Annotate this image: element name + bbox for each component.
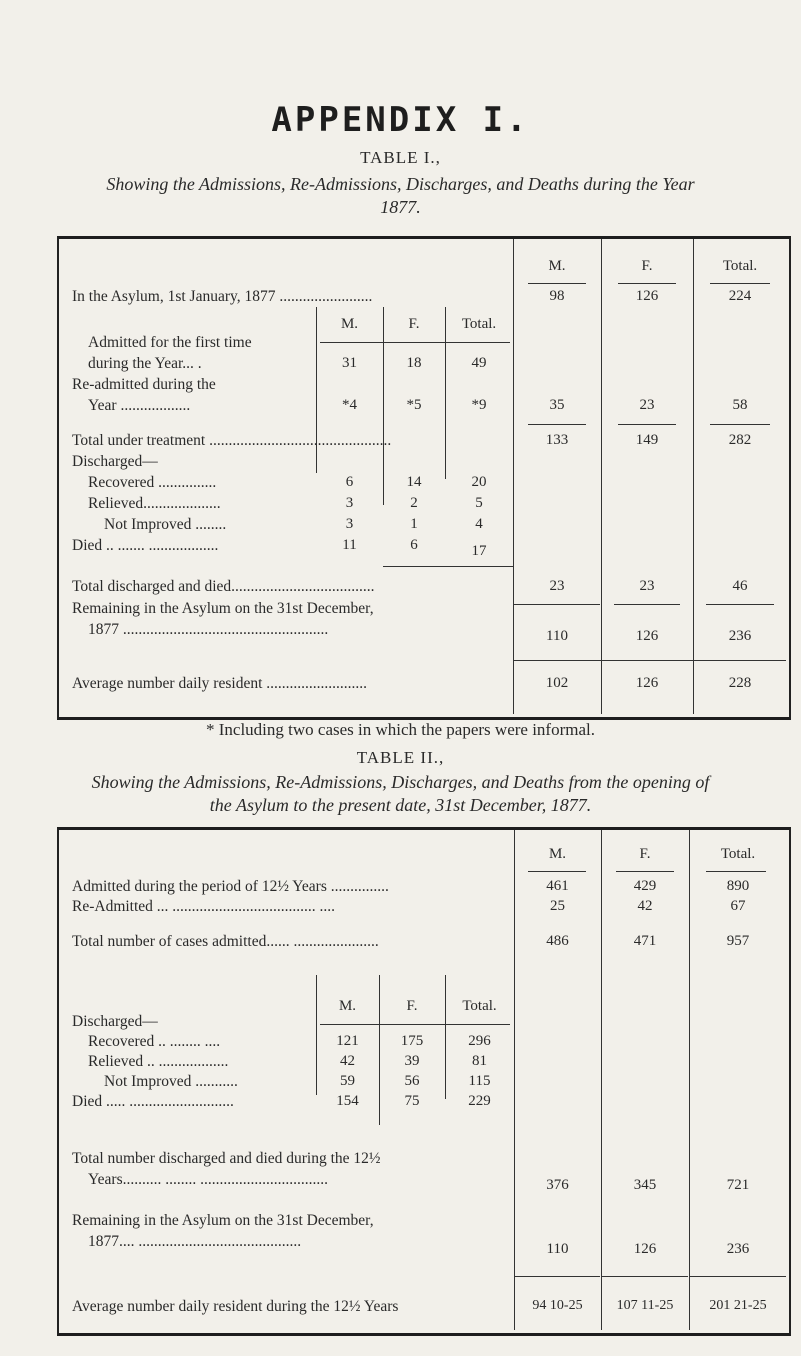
table2-cell: 429 xyxy=(633,878,657,894)
table1-row-label: Total under treatment ............................................... xyxy=(72,432,392,449)
table1-row-label: Died .. ....... .................. xyxy=(72,537,219,554)
table2-row-label: 1877.... .......................................... xyxy=(88,1233,302,1250)
table1-inner-cell: 6 xyxy=(410,537,418,553)
table1-header-rule xyxy=(710,283,770,284)
table2-inner-cell: 59 xyxy=(340,1073,355,1089)
table1-row-label: Year .................. xyxy=(88,397,191,414)
table2-cell: 110 xyxy=(546,1241,569,1257)
table2-inner-cell: 39 xyxy=(404,1053,420,1069)
table1-inner-cell: 17 xyxy=(471,543,487,559)
table1-rule xyxy=(706,604,774,605)
table2-inner-cell: 75 xyxy=(404,1093,420,1109)
table1-cell: 282 xyxy=(728,432,752,448)
table1-row-label: Total discharged and died..................................... xyxy=(72,578,375,595)
table1-cell: 35 xyxy=(549,397,565,413)
table2-row-label: Remaining in the Asylum on the 31st December, xyxy=(72,1212,374,1229)
table2-row-label: Years.......... ........ ................................. xyxy=(88,1171,328,1188)
table2-inner-cell: 56 xyxy=(404,1073,420,1089)
table2-rule xyxy=(690,1276,786,1277)
table2-cell: 721 xyxy=(726,1177,750,1193)
table2-cell: 107 11-25 xyxy=(616,1298,674,1313)
table2-inner-header-total: Total. xyxy=(462,998,497,1014)
table1-cell: 126 xyxy=(635,675,659,691)
table1-inner-cell: 3 xyxy=(345,516,354,532)
table1-cell: 126 xyxy=(635,288,659,304)
table1-subtitle-line1: Showing the Admissions, Re-Admissions, Discharges, and Deaths during the Year xyxy=(106,174,695,194)
table2-row-label: Average number daily resident during the 12½ Years xyxy=(72,1298,399,1315)
table1-caption: TABLE I., xyxy=(360,148,441,167)
table2-cell: 201 21-25 xyxy=(709,1298,767,1313)
table1-inner-cell: *5 xyxy=(406,397,422,413)
table2-subtitle-line2: the Asylum to the present date, 31st December, 1877. xyxy=(209,795,592,815)
table1-inner-cell: 1 xyxy=(410,516,418,532)
table2-discharged-label: Discharged— xyxy=(72,1013,158,1030)
table2-cell: 25 xyxy=(550,898,565,914)
table1-inner-header-f: F. xyxy=(408,316,420,332)
table2-inner-header-m: M. xyxy=(338,998,357,1014)
table1-rule xyxy=(514,660,786,661)
table1-row-label: In the Asylum, 1st January, 1877 ........................ xyxy=(72,288,373,305)
table2-header-rule xyxy=(528,871,586,872)
table1-inner-cell: *9 xyxy=(471,397,487,413)
table1-inner-cell: 31 xyxy=(342,355,357,371)
table2-inner-header-f: F. xyxy=(406,998,418,1014)
table2-row-label: Re-Admitted ... ..................................... .... xyxy=(72,898,336,915)
table2-inner-cell: 296 xyxy=(468,1033,491,1049)
table2-cell: 471 xyxy=(633,933,657,949)
table2-header-rule xyxy=(706,871,766,872)
table1-rule xyxy=(710,424,770,425)
table2-row-label: Recovered .. ........ .... xyxy=(88,1033,221,1050)
table2-row-label: Relieved .. .................. xyxy=(88,1053,229,1070)
table1-inner-cell: 18 xyxy=(406,355,422,371)
table1-inner-cell: 2 xyxy=(410,495,418,511)
table1-header-f: F. xyxy=(641,258,653,274)
table1-cell: 133 xyxy=(545,432,569,448)
table2-row-label: Admitted during the period of 12½ Years ............... xyxy=(72,878,389,895)
table2-cell: 236 xyxy=(726,1241,750,1257)
table1-rule xyxy=(614,604,680,605)
table1-rule xyxy=(514,604,600,605)
table1-inner-rule xyxy=(383,566,513,567)
table1-cell: 228 xyxy=(728,675,752,691)
table1-row-label: Re-admitted during the xyxy=(72,376,216,393)
table2-caption: TABLE II., xyxy=(356,748,445,767)
table1-cell: 224 xyxy=(728,288,752,304)
table1-inner-cell: 3 xyxy=(345,495,354,511)
table2-inner-cell: 81 xyxy=(472,1053,487,1069)
appendix-heading: APPENDIX I. xyxy=(271,100,530,140)
table2-cell: 42 xyxy=(637,898,653,914)
table2-inner-cell: 121 xyxy=(336,1033,359,1049)
table1-inner-cell: 6 xyxy=(345,474,354,490)
table2-cell: 126 xyxy=(633,1241,657,1257)
table1-cell: 23 xyxy=(549,578,565,594)
table1-row-label: Recovered ............... xyxy=(88,474,217,491)
table1-header-rule xyxy=(618,283,676,284)
table1-cell: 110 xyxy=(546,628,568,644)
table2-inner-cell: 175 xyxy=(400,1033,424,1049)
table1-inner-cell: 14 xyxy=(406,474,422,490)
table1-inner-cell: 4 xyxy=(475,516,483,532)
table1-row-label: 1877 ..................................................... xyxy=(88,621,329,638)
table2-header-total: Total. xyxy=(720,846,756,862)
table1-inner-cell: 5 xyxy=(475,495,483,511)
table1-cell: 236 xyxy=(728,628,752,644)
table1-subtitle-line2: 1877. xyxy=(380,197,421,217)
table2-cell: 890 xyxy=(726,878,750,894)
table2-inner-rule xyxy=(320,1024,510,1025)
table2-inner-cell: 42 xyxy=(340,1053,355,1069)
table2-rule xyxy=(515,1276,600,1277)
table1-cell: 102 xyxy=(545,675,569,691)
table1-discharged-label: Discharged— xyxy=(72,453,158,470)
table1-header-m: M. xyxy=(548,258,566,274)
table1-rule xyxy=(618,424,676,425)
table1-cell: 58 xyxy=(732,397,748,413)
table1-header-total: Total. xyxy=(722,258,758,274)
table2-cell: 486 xyxy=(546,933,569,949)
table1-row-label: Admitted for the first time xyxy=(88,334,252,351)
table2-subtitle-line1: Showing the Admissions, Re-Admissions, Discharges, and Deaths from the opening of xyxy=(91,772,710,792)
table1-row-label: Average number daily resident .......................... xyxy=(72,675,367,692)
table2-row-label: Not Improved ........... xyxy=(104,1073,238,1090)
table2-row-label: Died ..... ........................... xyxy=(72,1093,234,1110)
table1-cell: 98 xyxy=(549,288,565,304)
table1-inner-cell: *4 xyxy=(342,397,357,413)
table1-row-label: during the Year... . xyxy=(88,355,202,372)
table1-header-rule xyxy=(528,283,586,284)
table1-cell: 46 xyxy=(732,578,748,594)
table2-row-label: Total number discharged and died during the 12½ xyxy=(72,1150,381,1167)
table2-rule xyxy=(602,1276,688,1277)
table2-inner-cell: 115 xyxy=(468,1073,491,1089)
table1-cell: 23 xyxy=(639,397,655,413)
table2-header-rule xyxy=(616,871,674,872)
table2-row-label: Total number of cases admitted...... ...................... xyxy=(72,933,379,950)
table2-header-f: F. xyxy=(639,846,651,862)
table1-inner-cell: 11 xyxy=(342,537,357,553)
table2-inner-cell: 154 xyxy=(336,1093,359,1109)
table2-inner-cell: 229 xyxy=(468,1093,491,1109)
table1-inner-header-total: Total. xyxy=(461,316,497,332)
table1-inner-rule xyxy=(320,342,510,343)
table2-cell: 461 xyxy=(546,878,569,894)
table1-cell: 126 xyxy=(635,628,659,644)
table1-inner-cell: 20 xyxy=(471,474,487,490)
table1-footnote: * Including two cases in which the papers were informal. xyxy=(206,720,595,739)
table1-cell: 23 xyxy=(639,578,655,594)
table1-inner-header-m: M. xyxy=(340,316,359,332)
table1-inner-cell: 49 xyxy=(471,355,487,371)
table2-header-m: M. xyxy=(548,846,567,862)
table2-cell: 94 10-25 xyxy=(532,1298,583,1313)
table1-rule xyxy=(528,424,586,425)
table1-row-label: Not Improved ........ xyxy=(104,516,227,533)
table2-cell: 345 xyxy=(633,1177,657,1193)
table1-cell: 149 xyxy=(635,432,659,448)
table2-cell: 376 xyxy=(546,1177,569,1193)
table2-cell: 957 xyxy=(726,933,750,949)
table2-cell: 67 xyxy=(730,898,746,914)
table1-row-label: Remaining in the Asylum on the 31st December, xyxy=(72,600,374,617)
table1-row-label: Relieved.................... xyxy=(88,495,221,512)
